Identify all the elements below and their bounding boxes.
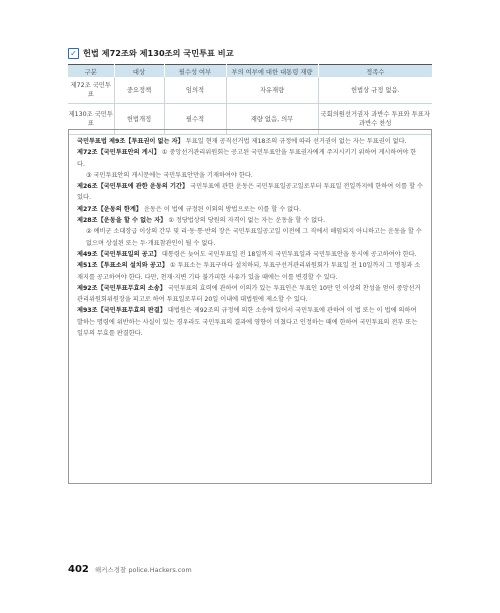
- article-heading: 제26조【국민투표에 관한 운동의 기간】: [77, 183, 189, 191]
- checkbox-icon: ✓: [68, 48, 79, 59]
- table-cell: 헌법개정: [114, 104, 164, 135]
- article-text: 투표일 현재 공직선거법 제18조의 규정에 따라 선거권이 없는 자는 투표권이 없다.: [185, 138, 407, 145]
- table-cell: 제72조 국민투표: [68, 77, 114, 104]
- table-header-row: [68, 65, 432, 78]
- law-paragraph: [77, 181, 423, 204]
- article-text: ① 중앙선거관리위원회는 공고된 국민투표안을 투표권자에게 주지시키기 위하여 게시하여야 한다.: [77, 149, 417, 168]
- article-heading: 제51조【투표소의 설치와 공고】: [77, 262, 169, 270]
- page-footer: [68, 564, 192, 575]
- table-header-cell: 대상: [114, 65, 164, 78]
- article-heading: 제27조【운동의 한계】: [77, 205, 142, 213]
- law-paragraph: [77, 170, 423, 181]
- article-heading: 제49조【국민투표일의 공고】: [77, 250, 160, 258]
- table-cell: 제130조 국민투표: [68, 104, 114, 135]
- article-text: ① 정당법상의 당원의 자격이 없는 자는 운동을 할 수 없다.: [168, 217, 326, 225]
- article-heading: 제72조【국민투표안의 게시】: [77, 149, 160, 157]
- table-header-cell: 구분: [68, 65, 114, 78]
- article-text: 국민투표의 효력에 관하여 이의가 있는 투표인은 투표인 10만 인 이상의 찬성을 얻어 중앙선거관리위원회위원장을 피고로 하여 투표일로부터 20일 이내에 대법원에 제소할 수 있다.: [77, 284, 421, 304]
- law-text-box: [68, 129, 432, 484]
- table-cell: 재량 없음, 의무: [226, 104, 318, 135]
- table-header-cell: 부의 여부에 대한 대통령 재량: [226, 65, 318, 78]
- table-header-cell: 필수성 여부: [164, 65, 226, 78]
- table-cell: 필수적: [164, 104, 226, 135]
- article-text: 운동은 이 법에 규정된 이외의 방법으로는 이를 할 수 없다.: [143, 205, 302, 213]
- article-text: 대통령은 늦어도 국민투표일 전 18일까지 국민투표일과 국민투표안을 동시에 공고하여야 한다.: [161, 250, 417, 258]
- article-text: ③ 국민투표안의 게시문에는 국민투표안만을 기재하여야 한다.: [86, 171, 253, 179]
- comparison-table: [68, 64, 432, 135]
- table-header-cell: 정족수: [318, 65, 432, 78]
- law-paragraph: [77, 249, 423, 260]
- table-cell: 중요정책: [114, 77, 164, 104]
- law-paragraph: [77, 226, 423, 249]
- law-paragraph: [77, 260, 423, 283]
- law-paragraph: [77, 283, 423, 306]
- law-paragraph: [77, 305, 423, 339]
- law-paragraph: [77, 215, 423, 226]
- table-cell: 자유재량: [226, 77, 318, 104]
- article-heading: 제92조【국민투표무효의 소송】: [77, 284, 166, 292]
- section-title-text: 헌법 제72조와 제130조의 국민투표 비교: [83, 48, 234, 58]
- table-cell: 국회의원선거권자 과반수 투표와 투표자 과반수 찬성: [318, 104, 432, 135]
- table-row: [68, 77, 432, 104]
- article-text: 대법원은 제92조의 규정에 의한 소송에 있어서 국민투표에 관하여 이 법 또는 이 법에 의하여 발하는 명령에 위반하는 사실이 있는 경우라도 국민투표의 결과에 영향이 미쳤다고 인정하는 때에 한하여 국민투표의 전부 또는 일부의 무효를 판결한다.: [77, 307, 418, 338]
- footer-text: 해커스경찰 police.Hackers.com: [94, 566, 192, 574]
- page-number: 402: [68, 564, 89, 575]
- table-cell: 헌법상 규정 없음.: [318, 77, 432, 104]
- article-heading: 제28조【운동을 할 수 없는 자】: [77, 217, 167, 225]
- article-heading: 국민투표법 제9조【투표권이 없는 자】: [77, 138, 184, 145]
- article-text: 국민투표에 관한 운동은 국민투표일공고일로부터 투표일 전일까지에 한하여 이를 할 수 있다.: [77, 183, 423, 202]
- article-text: ① 투표소는 투표구마다 설치하되, 투표구선거관리위원회가 투표일 전 10일까지 그 명칭과 소재지를 공고하여야 한다. 다만, 천재·지변 기타 불가피한 사유가 있을 때에는 이를 변경할 수 있다.: [77, 262, 421, 281]
- article-text: ② 예비군 소대장급 이상의 간부 및 리·동·통·반의 장은 국민투표일공고일 이전에 그 직에서 해임되지 아니하고는 운동을 할 수 없으며 상설된 또는 두·개표참관인이 될 수 없다.: [86, 228, 422, 247]
- law-paragraph: [77, 204, 423, 215]
- table-cell: 임의적: [164, 77, 226, 104]
- law-paragraph: [77, 136, 423, 147]
- article-heading: 제93조【국민투표무효의 판결】: [77, 307, 166, 315]
- section-title: [68, 48, 234, 59]
- law-paragraph: [77, 147, 423, 170]
